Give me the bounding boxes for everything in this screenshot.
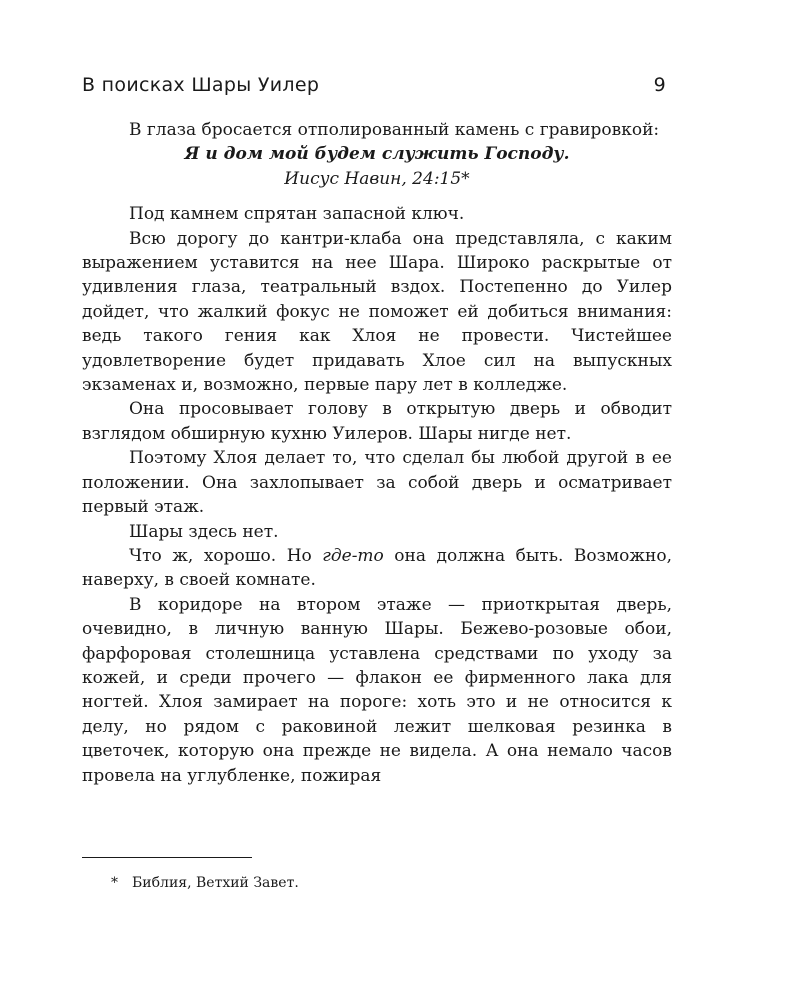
epigraph-source: Иисус Навин, 24:15* xyxy=(284,168,470,189)
footnote-mark: * xyxy=(111,875,118,891)
running-title: В поисках Шары Уилер xyxy=(82,74,320,96)
paragraph-7 xyxy=(82,544,672,593)
footnote-rule xyxy=(82,857,252,858)
paragraph-5: Поэтому Хлоя делает то, что сделал бы любой другой в ее положении. Она захлопывает за собой дверь и осматривает первый этаж. xyxy=(82,448,672,518)
epigraph-quote: Я и дом мой будем служить Господу. xyxy=(184,144,570,165)
paragraph-2: Под камнем спрятан запасной ключ. xyxy=(129,204,465,225)
paragraph-4: Она просовывает голову в открытую дверь и обводит взглядом обширную кухню Уилеров. Шары нигде нет. xyxy=(82,399,672,444)
footnote xyxy=(111,875,299,891)
paragraph-7-end: она должна быть. Возможно, наверху, в своей комнате. xyxy=(82,545,672,591)
page-number: 9 xyxy=(653,74,666,96)
footnote-text: Библия, Ветхий Завет. xyxy=(132,875,299,891)
paragraph-3: Всю дорогу до кантри-клаба она представляла, с каким выражением уставится на нее Шара. Широко раскрытые от удивления глаза, театральный вздох. Постепенно до Уилер дойдет, что жалкий фокус не поможет ей добиться внимания: ведь такого гения как Хлоя не провести. Чистейшее удовлетворение будет придавать Хлое сил на выпускных экзаменах и, возможно, первые пару лет в колледже. xyxy=(82,228,672,396)
paragraph-7-italic: где-то xyxy=(322,545,384,566)
paragraph-1: В глаза бросается отполированный камень с гравировкой: xyxy=(129,120,660,140)
body-text xyxy=(82,118,672,788)
epigraph xyxy=(82,142,672,191)
paragraph-8: В коридоре на втором этаже — приоткрытая дверь, очевидно, в личную ванную Шары. Бежево-розовые обои, фарфоровая столешница уставлена средствами по уходу за кожей, и среди прочего — флакон ее фирменного лака для ногтей. Хлоя замирает на пороге: хоть это и не относится к делу, но рядом с раковиной лежит шелковая резинка в цветочек, которую она прежде не видела. А она немало часов провела на углубленке, пожирая xyxy=(82,594,672,786)
paragraph-7-start: Что ж, хорошо. Но xyxy=(129,545,323,566)
paragraph-6: Шары здесь нет. xyxy=(129,521,279,542)
running-head xyxy=(82,74,672,104)
